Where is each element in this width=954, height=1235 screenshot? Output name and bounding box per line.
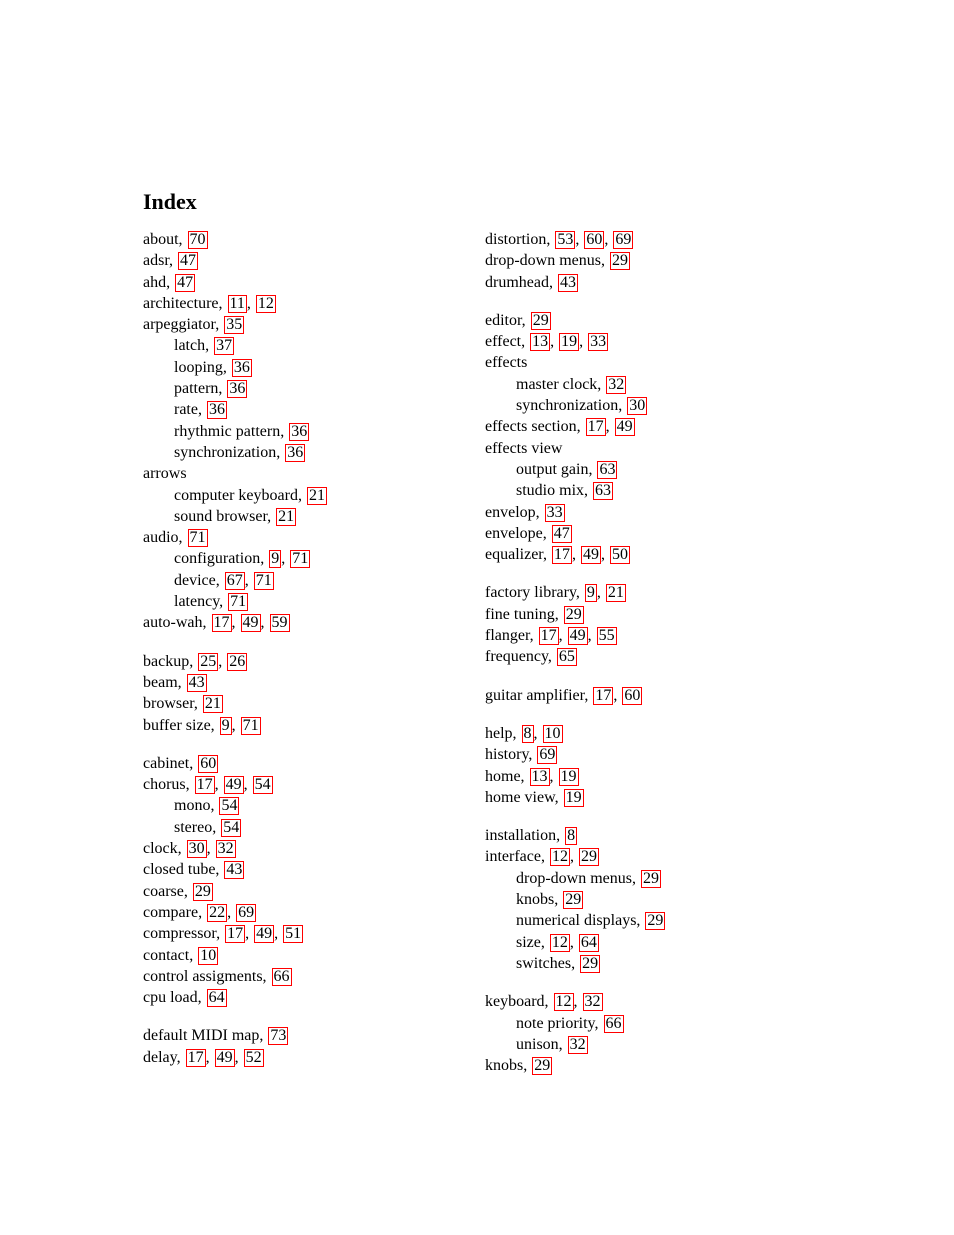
page-separator: ,: [605, 418, 610, 436]
index-term: backup,: [143, 652, 194, 670]
page-link[interactable]: 69: [238, 903, 255, 921]
index-subentry: [485, 1034, 815, 1055]
page-link[interactable]: 71: [230, 593, 247, 611]
index-entry: [143, 229, 473, 250]
index-entry: [485, 331, 815, 352]
page-link[interactable]: 35: [226, 316, 243, 334]
page-link[interactable]: 36: [208, 401, 225, 419]
index-term: interface,: [485, 848, 545, 866]
page-separator: ,: [231, 716, 236, 734]
index-term: arpeggiator,: [143, 316, 220, 334]
index-entry: [143, 987, 473, 1008]
page-link[interactable]: 37: [216, 337, 233, 355]
page-link[interactable]: 17: [227, 925, 244, 943]
index-term: drumhead,: [485, 273, 553, 291]
page-link[interactable]: 21: [308, 486, 325, 504]
index-column-right: [485, 229, 815, 1076]
index-term: audio,: [143, 529, 183, 547]
page-link[interactable]: 8: [523, 724, 532, 742]
index-term: stereo,: [174, 818, 217, 836]
index-subentry: [485, 459, 815, 480]
page-link[interactable]: 70: [189, 231, 206, 248]
page-separator: ,: [550, 333, 555, 351]
page-separator: ,: [246, 294, 251, 312]
index-term: envelop,: [485, 503, 540, 521]
page-link[interactable]: 69: [615, 231, 632, 248]
index-subentry: [143, 817, 473, 838]
page-link[interactable]: 49: [216, 1048, 233, 1066]
index-term: cpu load,: [143, 989, 202, 1007]
index-entry: [485, 723, 815, 744]
index-term: switches,: [516, 954, 576, 972]
index-term: factory library,: [485, 584, 580, 602]
index-entry: [485, 250, 815, 271]
page-separator: ,: [558, 627, 563, 645]
index-term: latency,: [174, 593, 224, 611]
page-link[interactable]: 29: [642, 869, 659, 887]
page-separator: ,: [613, 686, 618, 704]
index-entry: [143, 1047, 473, 1068]
page-link[interactable]: 29: [565, 605, 582, 623]
page-link[interactable]: 19: [560, 767, 577, 785]
page-link[interactable]: 71: [189, 529, 206, 547]
index-entry: [143, 753, 473, 774]
page-link[interactable]: 30: [188, 840, 205, 858]
index-subentry: [485, 480, 815, 501]
index-entry: [143, 293, 473, 314]
index-entry: [485, 502, 815, 523]
page-separator: ,: [569, 933, 574, 951]
index-entry: [485, 582, 815, 603]
index-entry: [485, 604, 815, 625]
page-separator: ,: [587, 627, 592, 645]
index-entry: [485, 1055, 815, 1076]
index-subentry: [143, 506, 473, 527]
page-link[interactable]: 47: [177, 273, 194, 291]
index-term: ahd,: [143, 273, 171, 291]
index-term: effect,: [485, 333, 526, 351]
index-entry: [143, 1025, 473, 1046]
page-separator: ,: [245, 925, 250, 943]
index-entry: [485, 523, 815, 544]
page-link[interactable]: 12: [551, 848, 568, 866]
index-entry: [143, 902, 473, 923]
index-term: control assigments,: [143, 967, 267, 985]
index-term: rhythmic pattern,: [174, 422, 285, 440]
index-entry: [143, 612, 473, 633]
page-separator: ,: [600, 546, 605, 564]
index-entry: [485, 766, 815, 787]
index-entry: [485, 787, 815, 808]
index-subentry: [143, 378, 473, 399]
index-term: compare,: [143, 903, 203, 921]
page-link[interactable]: 69: [539, 746, 556, 764]
index-subentry: [143, 442, 473, 463]
index-entry: [143, 715, 473, 736]
index-entry: [485, 646, 815, 667]
index-term: synchronization,: [516, 397, 623, 415]
index-term: keyboard,: [485, 993, 549, 1011]
index-subentry: [143, 795, 473, 816]
index-entry: [143, 250, 473, 271]
index-term: fine tuning,: [485, 605, 559, 623]
index-term: beam,: [143, 673, 182, 691]
page-link[interactable]: 29: [582, 954, 599, 972]
page-separator: ,: [244, 571, 249, 589]
index-term: default MIDI map,: [143, 1027, 264, 1045]
page-link[interactable]: 19: [565, 788, 582, 806]
page-separator: ,: [231, 614, 236, 632]
page-separator: ,: [579, 333, 584, 351]
page-link[interactable]: 50: [611, 546, 628, 564]
page-separator: ,: [571, 546, 576, 564]
index-term: history,: [485, 746, 533, 764]
page-link[interactable]: 22: [209, 903, 226, 921]
page-link[interactable]: 21: [607, 584, 624, 602]
page-separator: ,: [206, 840, 211, 858]
index-term: arrows: [143, 465, 187, 483]
index-entry: [485, 744, 815, 765]
index-subentry: [143, 335, 473, 356]
page-separator: ,: [260, 614, 265, 632]
page-link[interactable]: 21: [204, 695, 221, 713]
page-link[interactable]: 54: [221, 797, 238, 815]
index-entry: [143, 672, 473, 693]
page-link[interactable]: 17: [196, 776, 213, 794]
index-entry: [485, 416, 815, 437]
page-link[interactable]: 71: [292, 550, 309, 568]
page-link[interactable]: 49: [225, 776, 242, 794]
page-link[interactable]: 17: [540, 627, 557, 645]
page-link[interactable]: 17: [213, 614, 230, 632]
page-separator: ,: [604, 231, 609, 248]
page-link[interactable]: 64: [208, 989, 225, 1007]
index-term: knobs,: [516, 891, 559, 909]
page-link[interactable]: 9: [586, 584, 595, 602]
index-entry: [143, 838, 473, 859]
index-term: flanger,: [485, 627, 534, 645]
index-entry: [485, 685, 815, 706]
index-term: effects section,: [485, 418, 581, 436]
index-subentry: [485, 868, 815, 889]
page-link[interactable]: 29: [565, 891, 582, 909]
page-link[interactable]: 8: [567, 827, 576, 845]
page-link[interactable]: 25: [200, 652, 217, 670]
index-term: sound browser,: [174, 507, 272, 525]
page-link[interactable]: 29: [532, 311, 549, 329]
index-term: compressor,: [143, 925, 221, 943]
index-term: contact,: [143, 946, 194, 964]
index-term: studio mix,: [516, 482, 589, 500]
index-entry: [143, 314, 473, 335]
page-link[interactable]: 29: [580, 848, 597, 866]
index-entry: [143, 651, 473, 672]
page-link[interactable]: 13: [532, 333, 549, 351]
page-link[interactable]: 60: [624, 686, 641, 704]
page-link[interactable]: 29: [194, 882, 211, 900]
page-link[interactable]: 53: [557, 231, 574, 248]
page-link[interactable]: 21: [278, 507, 295, 525]
page-link[interactable]: 51: [285, 925, 302, 943]
index-term: looping,: [174, 358, 227, 376]
index-entry: [143, 774, 473, 795]
page-separator: ,: [218, 652, 223, 670]
index-subentry: [143, 548, 473, 569]
page-link[interactable]: 54: [254, 776, 271, 794]
index-term: help,: [485, 724, 517, 742]
index-term: computer keyboard,: [174, 486, 302, 504]
index-term: installation,: [485, 827, 561, 845]
page-link[interactable]: 73: [270, 1027, 287, 1045]
page-link[interactable]: 32: [569, 1035, 586, 1053]
index-term: drop-down menus,: [516, 869, 636, 887]
index-term: closed tube,: [143, 861, 220, 879]
page-link[interactable]: 49: [569, 627, 586, 645]
index-subentry: [143, 399, 473, 420]
index-term: note priority,: [516, 1014, 599, 1032]
page-separator: ,: [205, 1048, 210, 1066]
page-link[interactable]: 36: [291, 422, 308, 440]
page-link[interactable]: 64: [580, 933, 597, 951]
index-term: adsr,: [143, 252, 174, 270]
index-term: about,: [143, 231, 183, 248]
index-subentry: [485, 910, 815, 931]
page-link[interactable]: 29: [534, 1057, 551, 1075]
page-separator: ,: [575, 231, 580, 248]
page-separator: ,: [243, 776, 248, 794]
page-link[interactable]: 43: [188, 673, 205, 691]
page-link[interactable]: 52: [245, 1048, 262, 1066]
index-subentry: [485, 1013, 815, 1034]
page-link[interactable]: 29: [647, 912, 664, 930]
page-link[interactable]: 43: [226, 861, 243, 879]
page-link[interactable]: 63: [599, 460, 616, 478]
page-link[interactable]: 29: [611, 252, 628, 270]
index-term: cabinet,: [143, 754, 194, 772]
index-term: pattern,: [174, 380, 223, 398]
page-link[interactable]: 49: [242, 614, 259, 632]
page-link[interactable]: 17: [587, 418, 604, 436]
index-entry: [485, 438, 815, 459]
index-term: delay,: [143, 1048, 181, 1066]
index-entry: [143, 945, 473, 966]
index-term: numerical displays,: [516, 912, 641, 930]
page-title: Index: [143, 189, 197, 214]
index-term: knobs,: [485, 1057, 528, 1075]
page-separator: ,: [214, 776, 219, 794]
page-link[interactable]: 13: [531, 767, 548, 785]
page-separator: ,: [281, 550, 286, 568]
index-term: configuration,: [174, 550, 265, 568]
page-link[interactable]: 32: [608, 375, 625, 393]
index-term: chorus,: [143, 776, 190, 794]
index-term: device,: [174, 571, 220, 589]
index-subentry: [143, 485, 473, 506]
page-link[interactable]: 66: [273, 967, 290, 985]
page-link[interactable]: 49: [256, 925, 273, 943]
index-entry: [485, 229, 815, 250]
page-link[interactable]: 49: [582, 546, 599, 564]
page-link[interactable]: 55: [598, 627, 615, 645]
page-link[interactable]: 32: [584, 993, 601, 1011]
page-link[interactable]: 9: [221, 716, 230, 734]
page-link[interactable]: 17: [553, 546, 570, 564]
index-term: editor,: [485, 311, 526, 329]
page-link[interactable]: 43: [559, 273, 576, 291]
index-term: home,: [485, 767, 525, 785]
index-entry: [143, 859, 473, 880]
page-link[interactable]: 11: [229, 294, 245, 312]
page-link[interactable]: 71: [255, 571, 272, 589]
index-entry: [143, 966, 473, 987]
index-term: effects: [485, 354, 528, 372]
page-link[interactable]: 9: [271, 550, 280, 568]
index-entry: [143, 693, 473, 714]
index-term: mono,: [174, 797, 215, 815]
index-term: size,: [516, 933, 545, 951]
index-term: architecture,: [143, 294, 223, 312]
index-term: output gain,: [516, 460, 593, 478]
index-term: guitar amplifier,: [485, 686, 589, 704]
page-link[interactable]: 36: [233, 358, 250, 376]
page-separator: ,: [569, 848, 574, 866]
index-term: unison,: [516, 1035, 563, 1053]
index-entry: [485, 625, 815, 646]
index-entry: [143, 923, 473, 944]
index-entry: [485, 544, 815, 565]
index-term: buffer size,: [143, 716, 215, 734]
page-link[interactable]: 12: [551, 933, 568, 951]
page-link[interactable]: 10: [544, 724, 561, 742]
index-subentry: [143, 357, 473, 378]
page-link[interactable]: 19: [561, 333, 578, 351]
page-separator: ,: [596, 584, 601, 602]
index-entry: [143, 881, 473, 902]
page-link[interactable]: 49: [616, 418, 633, 436]
index-subentry: [485, 932, 815, 953]
index-term: synchronization,: [174, 443, 281, 461]
page-link[interactable]: 12: [555, 993, 572, 1011]
page-link[interactable]: 67: [226, 571, 243, 589]
index-term: master clock,: [516, 375, 602, 393]
index-entry: [485, 846, 815, 867]
page-link[interactable]: 26: [229, 652, 246, 670]
page-link[interactable]: 54: [223, 818, 240, 836]
index-entry: [485, 825, 815, 846]
index-term: drop-down menus,: [485, 252, 605, 270]
index-subentry: [143, 421, 473, 442]
page-separator: ,: [573, 993, 578, 1011]
index-subentry: [143, 570, 473, 591]
page-link[interactable]: 60: [200, 754, 217, 772]
page-link[interactable]: 63: [595, 482, 612, 500]
page-link[interactable]: 59: [271, 614, 288, 632]
page-link[interactable]: 10: [200, 946, 217, 964]
index-term: envelope,: [485, 524, 547, 542]
index-term: distortion,: [485, 231, 551, 248]
page-link[interactable]: 66: [605, 1014, 622, 1032]
page-separator: ,: [227, 903, 232, 921]
index-term: auto-wah,: [143, 614, 207, 632]
index-subentry: [143, 591, 473, 612]
page-separator: ,: [533, 724, 538, 742]
page-link[interactable]: 12: [257, 294, 274, 312]
index-term: browser,: [143, 695, 198, 713]
page-separator: ,: [234, 1048, 239, 1066]
page-link[interactable]: 60: [586, 231, 603, 248]
index-subentry: [485, 395, 815, 416]
page-separator: ,: [274, 925, 279, 943]
index-subentry: [485, 374, 815, 395]
page-link[interactable]: 32: [217, 840, 234, 858]
page-link[interactable]: 47: [553, 524, 570, 542]
page-link[interactable]: 33: [546, 503, 563, 521]
page-link[interactable]: 17: [595, 686, 612, 704]
page-link[interactable]: 65: [558, 648, 575, 666]
index-subentry: [485, 889, 815, 910]
index-entry: [143, 527, 473, 548]
index-term: effects view: [485, 439, 563, 457]
index-entry: [143, 463, 473, 484]
index-entry: [485, 310, 815, 331]
index-term: latch,: [174, 337, 210, 355]
page-separator: ,: [549, 767, 554, 785]
index-entry: [485, 272, 815, 293]
index-term: coarse,: [143, 882, 188, 900]
index-subentry: [485, 953, 815, 974]
index-entry: [485, 991, 815, 1012]
index-entry: [143, 272, 473, 293]
index-term: frequency,: [485, 648, 552, 666]
page-link[interactable]: 30: [629, 397, 646, 415]
page-link[interactable]: 47: [180, 252, 197, 270]
index-term: home view,: [485, 788, 559, 806]
page-link[interactable]: 71: [242, 716, 259, 734]
index-term: rate,: [174, 401, 202, 419]
page-link[interactable]: 33: [590, 333, 607, 351]
index-column-left: [143, 229, 473, 1068]
index-term: clock,: [143, 840, 182, 858]
index-term: equalizer,: [485, 546, 547, 564]
page-link[interactable]: 36: [229, 380, 246, 398]
index-entry: [485, 352, 815, 373]
page-link[interactable]: 36: [287, 443, 304, 461]
page-link[interactable]: 17: [187, 1048, 204, 1066]
